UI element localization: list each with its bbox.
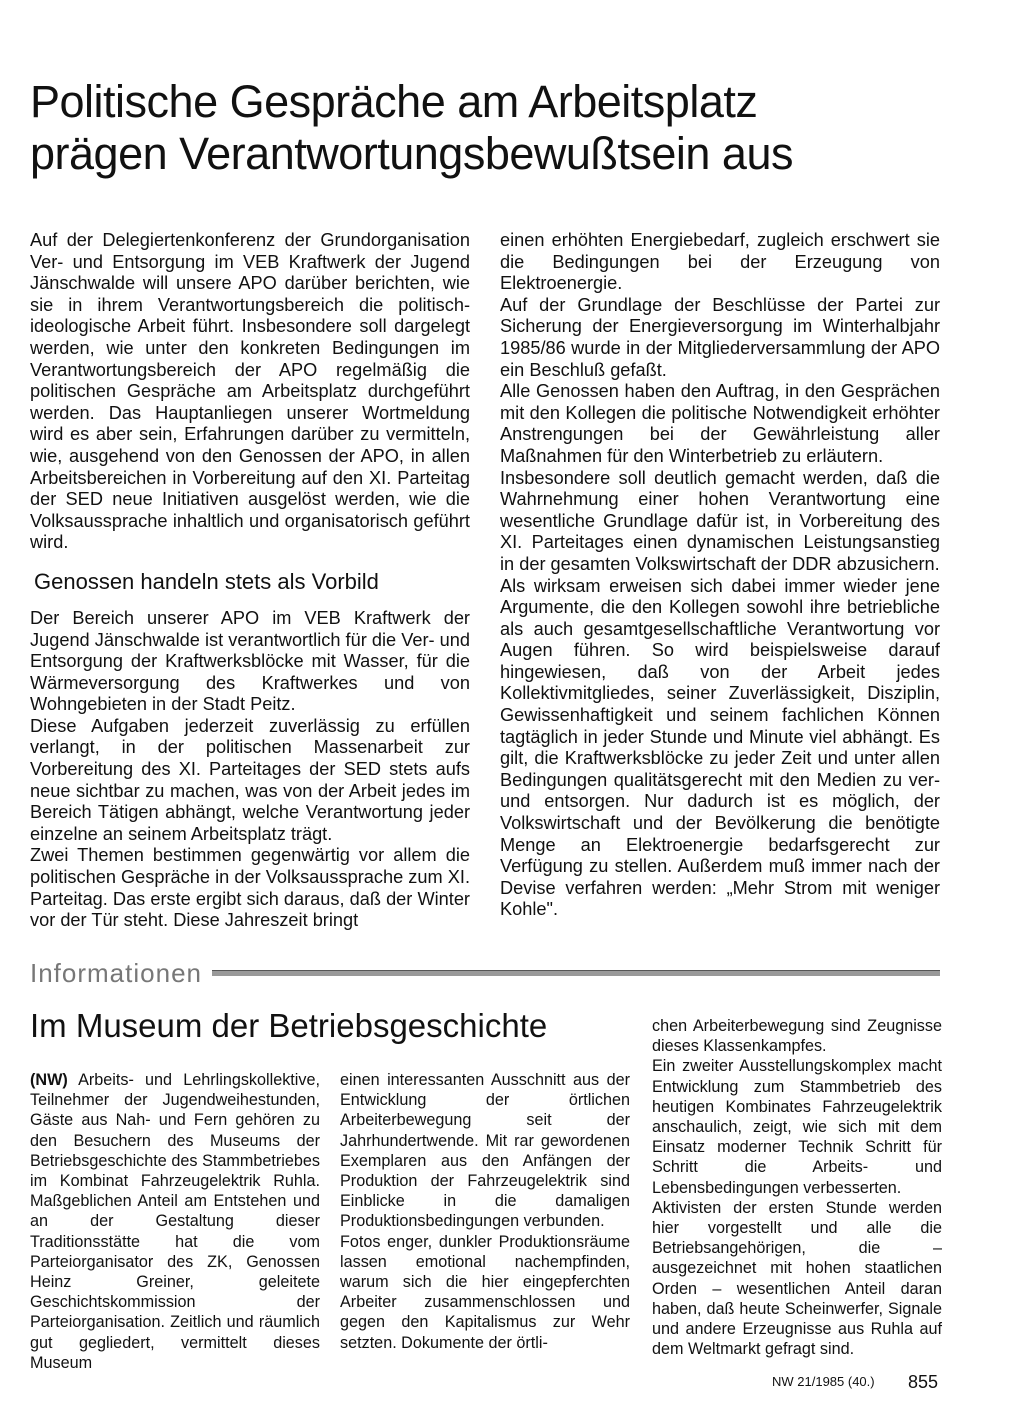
paragraph: einen erhöhten Energiebedarf, zugleich erschwert sie die Bedingungen bei der Erzeugung von Elektroenergie. — [500, 230, 940, 294]
museum-column-1 — [30, 1070, 320, 1373]
rubric-label: Informationen — [30, 957, 202, 988]
paragraph-text: Arbeits- und Lehrlingskollektive, Teilnehmer der Jugendweihestunden, Gäste aus Nah- und Fern gehören zu den Besuchern des Museums der Betriebsgeschichte des Stammbetriebes im Kombinat Fahrzeugelektrik Ruhla. Maßgeblichen Anteil am Entstehen und an der Gestaltung dieser Traditionsstätte hat die vom Parteiorganisator des ZK, Genossen Heinz Greiner, geleitete Geschichtskommission der Parteiorganisation. Zeitlich und räumlich gut gegliedert, vermittelt dieses Museum — [30, 1071, 320, 1372]
paragraph: Auf der Grundlage der Beschlüsse der Partei zur Sicherung der Energieversorgung im Winterhalbjahr 1985/86 wurde in der Mitgliederversammlung der APO ein Beschluß gefaßt. — [500, 294, 940, 380]
paragraph: Diese Aufgaben jederzeit zuverlässig zu erfüllen verlangt, in der politischen Massenarbeit zur Vorbereitung des XI. Parteitages der SED stets aufs neue sichtbar zu machen, was von der Arbeit jedes im Bereich Tätigen abhängt, welche Verantwortung jeder einzelne an seinem Arbeitsplatz trägt. — [30, 715, 470, 844]
article-headline — [30, 76, 930, 180]
paragraph: Der Bereich unserer APO im VEB Kraftwerk der Jugend Jänschwalde ist verantwortlich für die Ver- und Entsorgung der Kraftwerksblöcke mit Wasser, für die Wärmeversorgung des Kraftwerkes und von Wohngebieten in der Stadt Peitz. — [30, 607, 470, 715]
paragraph: Insbesondere soll deutlich gemacht werden, daß die Wahrnehmung einer hohen Verantwortung eine wesentliche Grundlage dafür ist, in Vorbereitung des XI. Parteitages einen dynamischen Leistungsanstieg in der gesamten Volkswirtschaft der DDR abzusichern. — [500, 467, 940, 574]
paragraph: Fotos enger, dunkler Produktionsräume lassen emotional nachempfinden, warum sich die hier eingepferchten Arbeiter zusammenschlossen und gegen den Kapitalismus zur Wehr setzten. Dokumente der örtli- — [340, 1232, 630, 1352]
headline-line-2: prägen Verantwortungsbewußtsein aus — [30, 128, 793, 179]
rubric-divider — [212, 970, 940, 976]
paragraph: Zwei Themen bestimmen gegenwärtig vor allem die politischen Gespräche in der Volksaussprache zum XI. Parteitag. Das erste ergibt sich daraus, daß der Winter vor der Tür steht. Diese Jahreszeit bringt — [30, 845, 470, 931]
headline-line-1: Politische Gespräche am Arbeitsplatz — [30, 76, 758, 127]
paragraph: Ein zweiter Ausstellungskomplex macht Entwicklung zum Stammbetrieb des heutigen Kombinates Fahrzeugelektrik anschaulich, zeigt, wie sich mit dem Einsatz moderner Technik Schritt für Schritt die Arbeits- und Lebensbedingungen verbesserten. — [652, 1057, 942, 1197]
article-subheading: Genossen handeln stets als Vorbild — [34, 568, 379, 594]
paragraph: chen Arbeiterbewegung sind Zeugnisse dieses Klassenkampfes. — [652, 1017, 942, 1056]
paragraph — [30, 1070, 320, 1373]
source-tag: (NW) — [30, 1071, 68, 1089]
paragraph: Aktivisten der ersten Stunde werden hier vorgestellt und alle die Betriebsangehörigen, die – ausgezeichnet mit hohen staatlichen Orden – wesentlichen Anteil daran haben, daß heute Scheinwerfer, Signale und andere Erzeugnisse aus Ruhla auf dem Weltmarkt gefragt sind. — [652, 1198, 942, 1359]
museum-column-2 — [340, 1070, 630, 1353]
article-column-left — [30, 230, 470, 932]
paragraph: Alle Genossen haben den Auftrag, in den Gesprächen mit den Kollegen die politische Notwendigkeit erhöhter Anstrengungen bei der Gewährleistung aller Maßnahmen für den Winterbetrieb zu erläutern. — [500, 381, 940, 466]
section-rubric — [30, 958, 940, 988]
issue-reference: NW 21/1985 (40.) — [772, 1374, 875, 1389]
paragraph: Auf der Delegiertenkonferenz der Grundorganisation Ver- und Entsorgung im VEB Kraftwerk der Jugend Jänschwalde will unsere APO darüber berichten, wie sie in ihrem Verantwortungsbereich die politisch-ideologische Arbeit führt. Insbesondere soll dargelegt werden, wie unter den konkreten Bedingungen im Verantwortungsbereich der APO regelmäßig die politischen Gespräche am Arbeitsplatz durchgeführt werden. Das Hauptanliegen unserer Wortmeldung wird es aber sein, Erfahrungen darüber zu vermitteln, wie, ausgehend von den Genossen der APO, in allen Arbeitsbereichen in Vorbereitung auf den XI. Parteitag der SED neue Initiativen ausgelöst werden, wie die Volksaussprache inhaltlich und organisatorisch geführt wird. — [30, 230, 470, 553]
paragraph: einen interessanten Ausschnitt aus der Entwicklung der örtlichen Arbeiterbewegung seit der Jahrhundertwende. Mit rar gewordenen Exemplaren aus den Anfängen der Produktion der Fahrzeugelektrik sind Einblicke in die damaligen Produktionsbedingungen verbunden. — [340, 1071, 630, 1231]
museum-column-3 — [652, 1016, 942, 1359]
museum-headline: Im Museum der Betriebsgeschichte — [30, 1007, 548, 1044]
article-column-right — [500, 230, 940, 921]
page-number: 855 — [908, 1372, 939, 1392]
paragraph: Als wirksam erweisen sich dabei immer wieder jene Argumente, die den Kollegen sowohl ihre betriebliche als auch gesamtgesellschaftliche Verantwortung vor Augen führen. So wird beispielsweise darauf hingewiesen, daß von der Arbeit jedes Kollektivmitgliedes, seiner Zuverlässigkeit, Disziplin, Gewissenhaftigkeit und seinem fachlichen Können tagtäglich in jeder Stunde und Minute viel abhängt. Es gilt, die Kraftwerksblöcke zu jeder Zeit und unter allen Bedingungen qualitätsgerecht mit den Medien zu ver- und entsorgen. Nur dadurch ist es möglich, der Volkswirtschaft und der Bevölkerung die benötigte Menge an Elektroenergie bedarfsgerecht zur Verfügung zu stellen. Außerdem muß immer nach der Devise verfahren werden: „Mehr Strom mit weniger Kohle". — [500, 575, 940, 920]
